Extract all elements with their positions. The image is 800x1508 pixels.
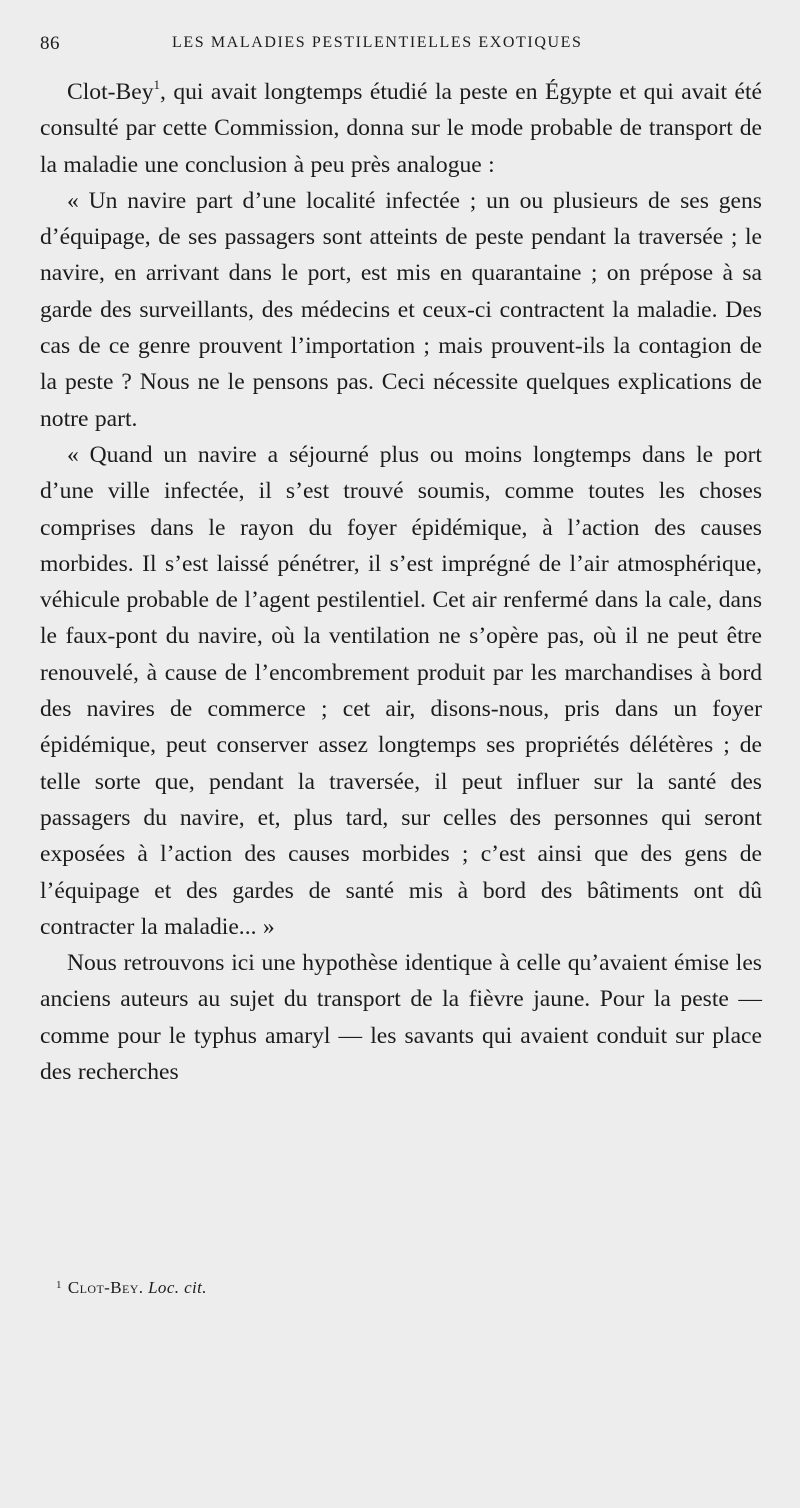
author-name: Clot-Bey <box>67 79 154 105</box>
paragraph-4: Nous retrouvons ici une hypothèse identique à celle qu’avaient émise les anciens auteurs au sujet du transport de la fièvre jaune. Pour la peste — comme pour le typhus amaryl — les savants qui avaient conduit sur place des recherches <box>40 950 762 1086</box>
footnote-reference: 1 <box>153 77 161 92</box>
paragraph-3: « Quand un navire a séjourné plus ou moins longtemps dans le port d’une ville infectée, il s’est trouvé soumis, comme toutes les choses comprises dans le rayon du foyer épidémique, à l’action des causes morbides. Il s’est laissé pénétrer, il s’est imprégné de l’air atmosphérique, véhicule probable de l’agent pestilentiel. Cet air renfermé dans la cale, dans le faux-pont du navire, où la ventilation ne s’opère pas, où il ne peut être renouvelé, à cause de l’encombrement produit par les marchandises à bord des navires de commerce ; cet air, disons-nous, pris dans un foyer épidémique, peut conserver assez longtemps ses propriétés délétères ; de telle sorte que, pendant la traversée, il peut influer sur la santé des passagers du navire, et, plus tard, sur celles des personnes qui seront exposées à l’action des causes morbides ; c’est ainsi que des gens de l’équipage et des gardes de santé mis à bord des bâtiments ont dû contracter la maladie... » <box>40 441 762 940</box>
footnote-number: 1 <box>56 1279 62 1291</box>
footnote <box>56 1278 207 1298</box>
footnote-author: Clot-Bey. <box>67 1278 144 1297</box>
running-head <box>40 33 760 57</box>
running-title: LES MALADIES PESTILENTIELLES EXOTIQUES <box>172 34 583 51</box>
paragraph-1-text: , qui avait longtemps étudié la peste en Égypte et qui avait été consulté par cette Commission, donna sur le mode probable de transport de la maladie une conclusion à peu près analogue : <box>40 79 762 178</box>
paragraph-1 <box>40 74 762 183</box>
main-text <box>40 74 762 1090</box>
paragraph-2: « Un navire part d’une localité infectée ; un ou plusieurs de ses gens d’équipage, de ses passagers sont atteints de peste pendant la traversée ; le navire, en arrivant dans le port, est mis en quarantaine ; on prépose à sa garde des surveillants, des médecins et ceux-ci contractent la maladie. Des cas de ce genre prouvent l’importation ; mais prouvent-ils la contagion de la peste ? Nous ne le pensons pas. Ceci nécessite quelques explications de notre part. <box>40 187 762 432</box>
footnote-citation: Loc. cit. <box>148 1278 207 1297</box>
page-number: 86 <box>40 33 60 54</box>
